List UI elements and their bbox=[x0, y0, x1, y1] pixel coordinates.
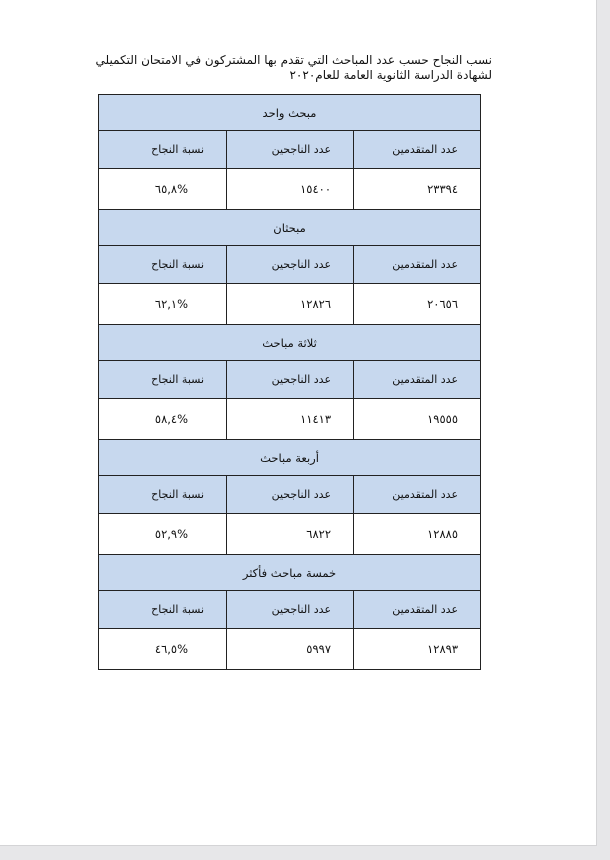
section-title: خمسة مباحث فأكثر bbox=[99, 555, 481, 591]
applicants-value: ١٩٥٥٥ bbox=[354, 399, 481, 440]
column-header-passed: عدد الناجحين bbox=[227, 361, 354, 399]
applicants-value: ١٢٨٩٣ bbox=[354, 629, 481, 670]
section-header-row bbox=[99, 440, 481, 476]
section-header-row bbox=[99, 325, 481, 361]
pass-rate-value: %٤٦,٥ bbox=[99, 629, 227, 670]
section-title: ثلاثة مباحث bbox=[99, 325, 481, 361]
table-row bbox=[99, 629, 481, 670]
column-header-applicants: عدد المتقدمين bbox=[354, 591, 481, 629]
column-header-pass-rate: نسبة النجاح bbox=[99, 591, 227, 629]
applicants-value: ٢٠٦٥٦ bbox=[354, 284, 481, 325]
column-header-pass-rate: نسبة النجاح bbox=[99, 476, 227, 514]
column-header-applicants: عدد المتقدمين bbox=[354, 476, 481, 514]
column-header-applicants: عدد المتقدمين bbox=[354, 246, 481, 284]
column-header-row bbox=[99, 476, 481, 514]
table-row bbox=[99, 399, 481, 440]
table-row bbox=[99, 514, 481, 555]
column-header-passed: عدد الناجحين bbox=[227, 476, 354, 514]
applicants-value: ١٢٨٨٥ bbox=[354, 514, 481, 555]
column-header-row bbox=[99, 246, 481, 284]
column-header-passed: عدد الناجحين bbox=[227, 591, 354, 629]
column-header-passed: عدد الناجحين bbox=[227, 131, 354, 169]
column-header-row bbox=[99, 361, 481, 399]
section-title: أربعة مباحث bbox=[99, 440, 481, 476]
column-header-applicants: عدد المتقدمين bbox=[354, 361, 481, 399]
pass-rate-value: %٥٢,٩ bbox=[99, 514, 227, 555]
section-header-row bbox=[99, 555, 481, 591]
table-row bbox=[99, 284, 481, 325]
passed-value: ٥٩٩٧ bbox=[227, 629, 354, 670]
column-header-pass-rate: نسبة النجاح bbox=[99, 246, 227, 284]
document-title bbox=[72, 53, 492, 83]
passed-value: ١٥٤٠٠ bbox=[227, 169, 354, 210]
section-header-row bbox=[99, 95, 481, 131]
section-title: مبحث واحد bbox=[99, 95, 481, 131]
pass-rate-table bbox=[98, 94, 481, 670]
section-title: مبحثان bbox=[99, 210, 481, 246]
column-header-pass-rate: نسبة النجاح bbox=[99, 361, 227, 399]
column-header-row bbox=[99, 131, 481, 169]
column-header-passed: عدد الناجحين bbox=[227, 246, 354, 284]
pass-rate-value: %٦٥,٨ bbox=[99, 169, 227, 210]
column-header-row bbox=[99, 591, 481, 629]
passed-value: ٦٨٢٢ bbox=[227, 514, 354, 555]
table-row bbox=[99, 169, 481, 210]
passed-value: ١١٤١٣ bbox=[227, 399, 354, 440]
title-line-1: نسب النجاح حسب عدد المباحث التي تقدم بها المشتركون في الامتحان التكميلي bbox=[95, 53, 492, 67]
column-header-pass-rate: نسبة النجاح bbox=[99, 131, 227, 169]
pass-rate-value: %٥٨,٤ bbox=[99, 399, 227, 440]
applicants-value: ٢٣٣٩٤ bbox=[354, 169, 481, 210]
section-header-row bbox=[99, 210, 481, 246]
pass-rate-value: %٦٢,١ bbox=[99, 284, 227, 325]
passed-value: ١٢٨٢٦ bbox=[227, 284, 354, 325]
column-header-applicants: عدد المتقدمين bbox=[354, 131, 481, 169]
title-line-2: لشهادة الدراسة الثانوية العامة للعام٢٠٢٠ bbox=[289, 68, 492, 82]
